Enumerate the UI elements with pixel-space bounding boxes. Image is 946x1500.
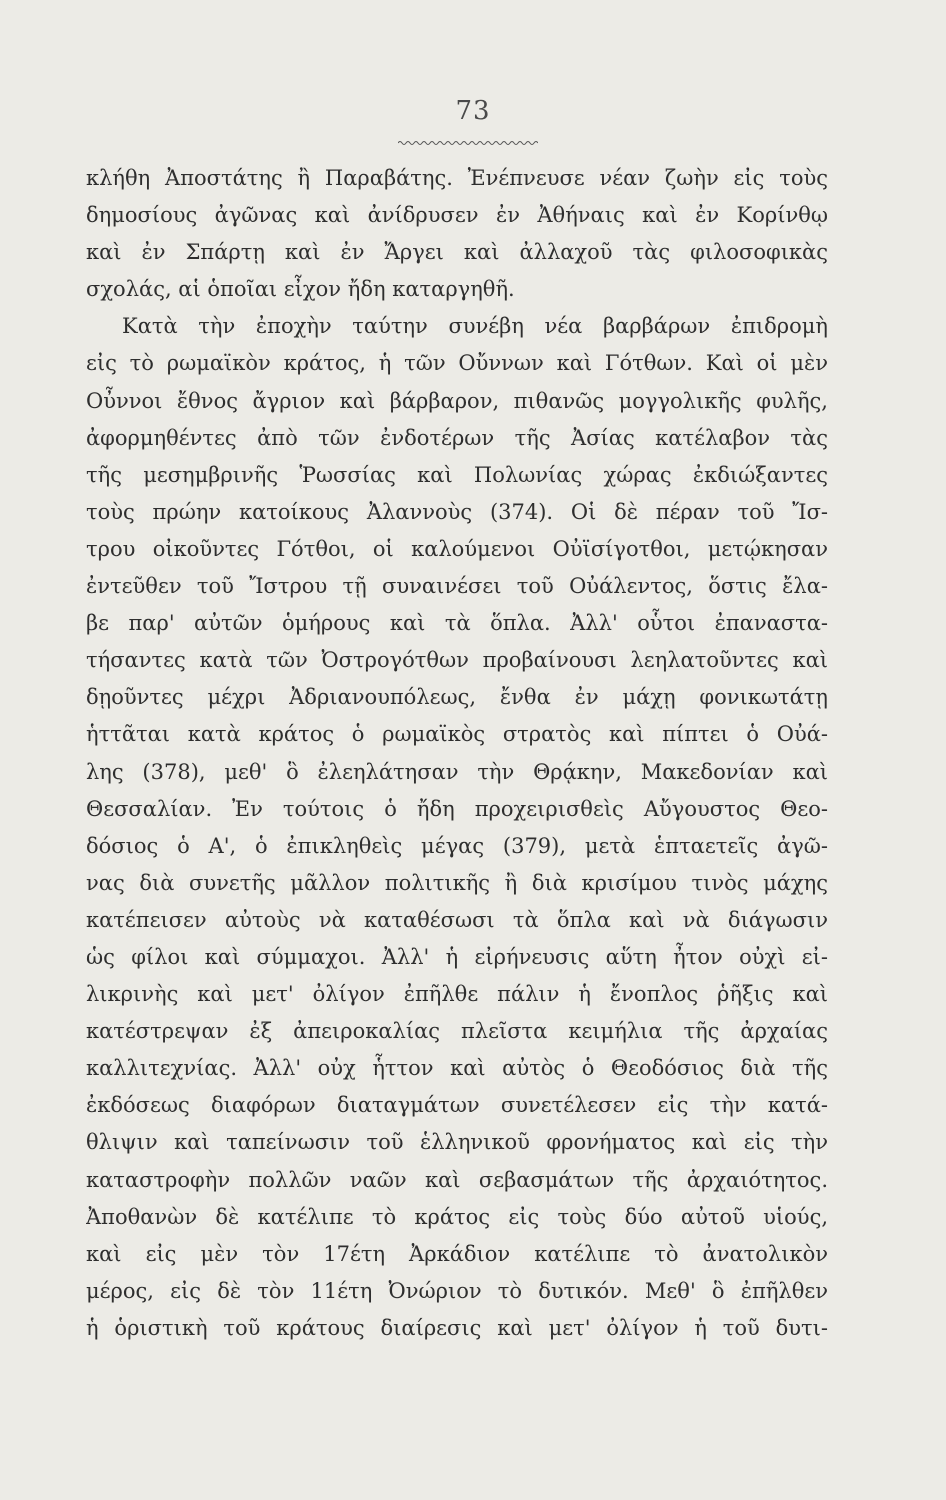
text-line: λης (378), μεθ' ὃ ἐλεηλάτησαν τὴν Θρᾴκην, Μακεδονίαν καὶ [86,759,828,784]
text-line: σχολάς, αἱ ὁποῖαι εἶχον ἤδη καταργηθῆ. [86,277,515,302]
text-line: καὶ εἰς μὲν τὸν 17έτη Ἀρκάδιον κατέλιπε τὸ ἀνατολικὸν [86,1241,828,1266]
text-line: ὡς φίλοι καὶ σύμμαχοι. Ἀλλ' ἡ εἰρήνευσις αὕτη ἦτον οὐχὶ εἰ- [86,944,828,969]
text-line: κλήθη Ἀποστάτης ἢ Παραβάτης. Ἐνέπνευσε νέαν ζωὴν εἰς τοὺς [86,166,828,190]
body-text [86,160,828,1347]
text-line: τήσαντες κατὰ τῶν Ὀστρογότθων προβαίνουσι λεηλατοῦντες καὶ [86,648,828,673]
text-line: ἐκδόσεως διαφόρων διαταγμάτων συνετέλεσεν εἰς τὴν κατά- [86,1093,828,1118]
text-line: Θεσσαλίαν. Ἐν τούτοις ὁ ἤδη προχειρισθεὶς Αὔγουστος Θεο- [86,796,828,821]
text-line: Οὖννοι ἔθνος ἄγριον καὶ βάρβαρον, πιθανῶς μογγολικῆς φυλῆς, [86,388,828,413]
text-line: λικρινὴς καὶ μετ' ὀλίγον ἐπῆλθε πάλιν ἡ ἔνοπλος ῥῆξις καὶ [86,982,828,1007]
page-number: 73 [455,96,491,126]
text-line: ἡ ὁριστικὴ τοῦ κράτους διαίρεσις καὶ μετ' ὀλίγον ἡ τοῦ δυτι- [86,1315,828,1340]
text-line: κατέστρεψαν ἐξ ἀπειροκαλίας πλεῖστα κειμήλια τῆς ἀρχαίας [86,1019,828,1044]
text-line: εἰς τὸ ρωμαϊκὸν κράτος, ἡ τῶν Οὔννων καὶ Γότθων. Καὶ οἱ μὲν [86,351,828,376]
text-line: καὶ ἐν Σπάρτῃ καὶ ἐν Ἄργει καὶ ἀλλαχοῦ τὰς φιλοσοφικὰς [86,240,828,265]
text-line: βε παρ' αὐτῶν ὁμήρους καὶ τὰ ὅπλα. Ἀλλ' οὗτοι ἐπαναστα- [86,611,828,636]
text-line: ἡττᾶται κατὰ κράτος ὁ ρωμαϊκὸς στρατὸς καὶ πίπτει ὁ Οὐά- [86,722,828,747]
text-line: νας διὰ συνετῆς μᾶλλον πολιτικῆς ἢ διὰ κρισίμου τινὸς μάχης [86,870,828,895]
text-line: ἐντεῦθεν τοῦ Ἴστρου τῇ συναινέσει τοῦ Οὐάλεντος, ὅστις ἔλα- [86,574,828,599]
text-line: Κατὰ τὴν ἐποχὴν ταύτην συνέβη νέα βαρβάρων ἐπιδρομὴ [122,314,828,339]
text-line: θλιψιν καὶ ταπείνωσιν τοῦ ἑλληνικοῦ φρονήματος καὶ εἰς τὴν [86,1130,828,1155]
text-line: τρου οἰκοῦντες Γότθοι, οἱ καλούμενοι Οὐϊσίγοτθοι, μετῴκησαν [86,536,828,561]
text-line: καλλιτεχνίας. Ἀλλ' οὐχ ἧττον καὶ αὐτὸς ὁ Θεοδόσιος διὰ τῆς [86,1056,828,1081]
text-line: ἀφορμηθέντες ἀπὸ τῶν ἐνδοτέρων τῆς Ἀσίας κατέλαβον τὰς [86,425,828,450]
text-line: τοὺς πρώην κατοίκους Ἀλαννοὺς (374). Οἱ δὲ πέραν τοῦ Ἴσ- [86,499,828,524]
text-line: κατέπεισεν αὐτοὺς νὰ καταθέσωσι τὰ ὅπλα καὶ νὰ διάγωσιν [86,907,828,932]
text-line: δημοσίους ἀγῶνας καὶ ἀνίδρυσεν ἐν Ἀθήναις καὶ ἐν Κορίνθῳ [86,203,828,228]
text-line: δόσιος ὁ Α', ὁ ἐπικληθεὶς μέγας (379), μετὰ ἑπταετεῖς ἀγῶ- [86,833,828,858]
text-line: καταστροφὴν πολλῶν ναῶν καὶ σεβασμάτων τῆς ἀρχαιότητος. [86,1167,828,1192]
text-line: δῃοῦντες μέχρι Ἀδριανουπόλεως, ἔνθα ἐν μάχῃ φονικωτάτῃ [86,685,828,710]
text-line: τῆς μεσημβρινῆς Ῥωσσίας καὶ Πολωνίας χώρας ἐκδιώξαντες [86,462,828,487]
wavy-rule-ornament [398,140,538,146]
text-line: Ἀποθανὼν δὲ κατέλιπε τὸ κράτος εἰς τοὺς δύο αὐτοῦ υἱούς, [86,1204,828,1229]
text-line: μέρος, εἰς δὲ τὸν 11έτη Ὀνώριον τὸ δυτικόν. Μεθ' ὃ ἐπῆλθεν [86,1278,828,1303]
